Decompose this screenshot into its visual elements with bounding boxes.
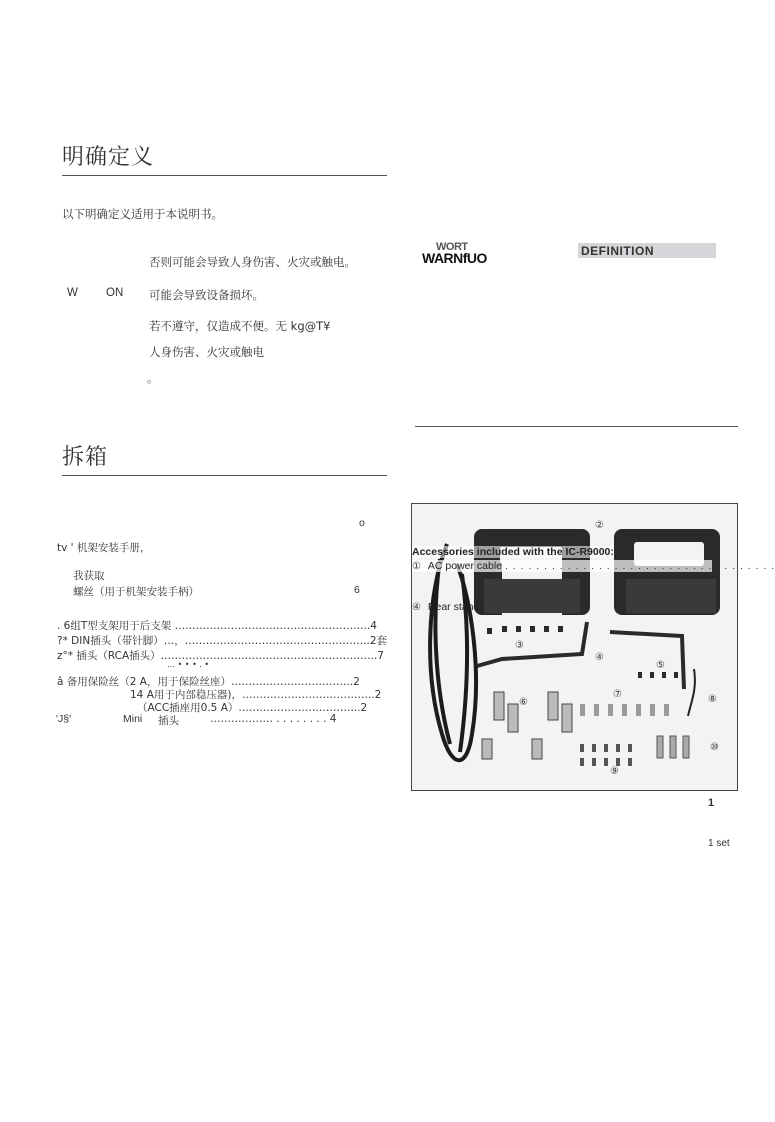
list-item-fuse-05a: （ACC插座用0.5 A）……………………………..2 [137,702,368,714]
list-item-screws: 螺丝（用于机架安装手柄） [73,586,199,598]
list-item-screws-qty: 6 [354,584,360,596]
callout-2: ② [595,520,604,531]
item-number: ④ [412,602,421,613]
list-item-t-stand: . 6组T型支架用于后支架 ………………………………………………..4 [57,620,377,632]
on-label: ON [106,287,124,299]
rack-handle-right-icon [614,529,720,615]
list-item-manual: tv ' 机架安装手册， [57,542,151,554]
w-label: W [67,287,78,299]
rear-stand-icon [477,622,684,689]
accessories-photo [411,503,775,791]
definition-heading: DEFINITION [581,244,654,258]
warning-label: WARNfUO [422,250,487,266]
note-dot: 。 [147,371,159,385]
callout-4: ④ [595,652,604,663]
section-title-unpacking: 拆箱 [62,445,109,470]
list-item-din-plug: ?* DIN插头（带针脚）…，……………………………………………..2套 [57,635,388,647]
photo-heading: Accessories included with the IC-R9000: [412,546,614,558]
list-item-mini-qty: ……………… . . . . . . . . 4 [210,713,337,725]
photo-item-1 [412,560,775,572]
section-rule [62,475,387,476]
list-item-fuse-4a: 14 A用于内部稳压器)，………………………………..2 [130,689,382,701]
list-item-mini-prefix: 'J§' [56,713,72,725]
section-title-definitions: 明确定义 [62,145,155,170]
item-label: AC power cable [427,560,503,572]
plug-cable-icon [688,669,695,716]
callout-3: ③ [515,640,524,651]
callout-5: ⑤ [656,660,665,671]
callout-6: ⑥ [519,697,528,708]
callout-10: ⑩ [710,742,719,753]
note-line-2: 人身伤害、火灾或触电 [149,345,264,359]
warning-label-top: WORT [436,241,468,253]
rca-plug-icon [580,704,669,716]
callout-8: ⑧ [708,694,717,705]
item-label: Rear stands [427,601,485,613]
section-rule-right [415,426,738,427]
list-item-rca-plug: z°* 插头（RCA插头）……………………………………………………..7 [57,650,384,662]
stray-mark: o [359,517,365,529]
warning-description: 否则可能会导致人身伤害、火灾或触电。 [149,255,356,269]
list-item-mini-label: Mini [123,713,143,725]
list-item-got: 我获取 [73,570,105,582]
note-line-1: 若不遵守，仅造成不便。无 kg@T¥ [149,319,331,333]
quantity-one: 1 [708,797,715,809]
ac-power-cable-icon [430,544,476,760]
callout-7: ⑦ [613,689,622,700]
item-number: ① [412,561,421,572]
stray-marks: … • • • . • [167,660,210,669]
mini-plug-icon [657,736,689,758]
fuse-icon [580,744,632,766]
list-item-mini-plug: 插头 [158,715,179,727]
section-rule [62,175,387,176]
intro-text: 以下明确定义适用于本说明书。 [62,207,223,221]
caution-description: 可能会导致设备损坏。 [149,288,264,302]
list-item-fuse-2a: â 备用保险丝（2 A，用于保险丝座）……………………………..2 [57,676,360,688]
rack-handle-left-icon [474,529,590,615]
item-leader-dots: . . . . . . . . . . . . . . . . . . . . . . . . . . . . . . . . . . . [504,560,775,572]
photo-item-4 [412,601,485,613]
callout-9: ⑨ [610,766,619,777]
quantity-set: 1 set [708,838,730,849]
